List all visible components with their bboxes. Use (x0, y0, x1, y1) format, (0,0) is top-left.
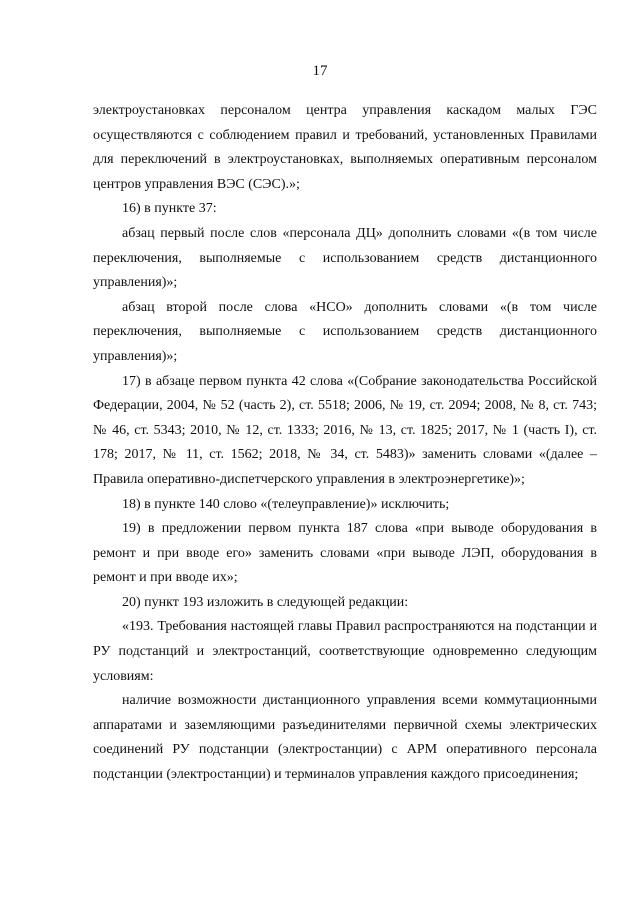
document-body (93, 99, 597, 788)
paragraph-item-16: 16) в пункте 37: (122, 201, 217, 217)
page-number: 17 (312, 63, 328, 79)
paragraph-abzac-second: абзац второй после слова «НСО» дополнить словами «(в том числе переключения, выполняемые с использованием средств дистанционного управления)»; (93, 299, 597, 364)
paragraph-condition-remote-control: наличие возможности дистанционного управления всеми коммутационными аппаратами и заземляющими разъединителями первичной схемы электрических соединений РУ подстанции (электростанции) с АРМ оперативного персонала подстанции (электростанции) и терминалов управления каждого присоединения; (93, 693, 597, 783)
paragraph-item-17: 17) в абзаце первом пункта 42 слова «(Собрание законодательства Российской Федерации, 2004, № 52 (часть 2), ст. 5518; 2006, № 19, ст. 2094; 2008, № 8, ст. 743; № 46, ст. 5343; 2010, № 12, ст. 1333; 2016, № 13, ст. 1825; 2017, № 1 (часть I), ст. 178; 2017, № 11, ст. 1562; 2018, № 34, ст. 5483)» заменить словами «(далее – Правила оперативно-диспетчерского управления в электроэнергетике)»; (93, 373, 597, 487)
paragraph-item-18: 18) в пункте 140 слово «(телеуправление)» исключить; (122, 496, 450, 512)
paragraph-abzac-first: абзац первый после слов «персонала ДЦ» дополнить словами «(в том числе переключения, выполняемые с использованием средств дистанционного управления)»; (93, 225, 597, 291)
paragraph-continuation: электроустановках персоналом центра управления каскадом малых ГЭС осуществляются с соблюдением правил и требований, установленных Правилами для переключений в электроустановках, выполняемых оперативным персоналом центров управления ВЭС (СЭС).»; (93, 103, 597, 192)
paragraph-clause-193: «193. Требования настоящей главы Правил распространяются на подстанции и РУ подстанций и электростанций, соответствующие одновременно следующим условиям: (93, 619, 597, 684)
paragraph-item-19: 19) в предложении первом пункта 187 слова «при выводе оборудования в ремонт и при вводе его» заменить словами «при выводе ЛЭП, оборудования в ремонт и при вводе их»; (93, 521, 597, 586)
paragraph-item-20: 20) пункт 193 изложить в следующей редакции: (122, 594, 409, 610)
